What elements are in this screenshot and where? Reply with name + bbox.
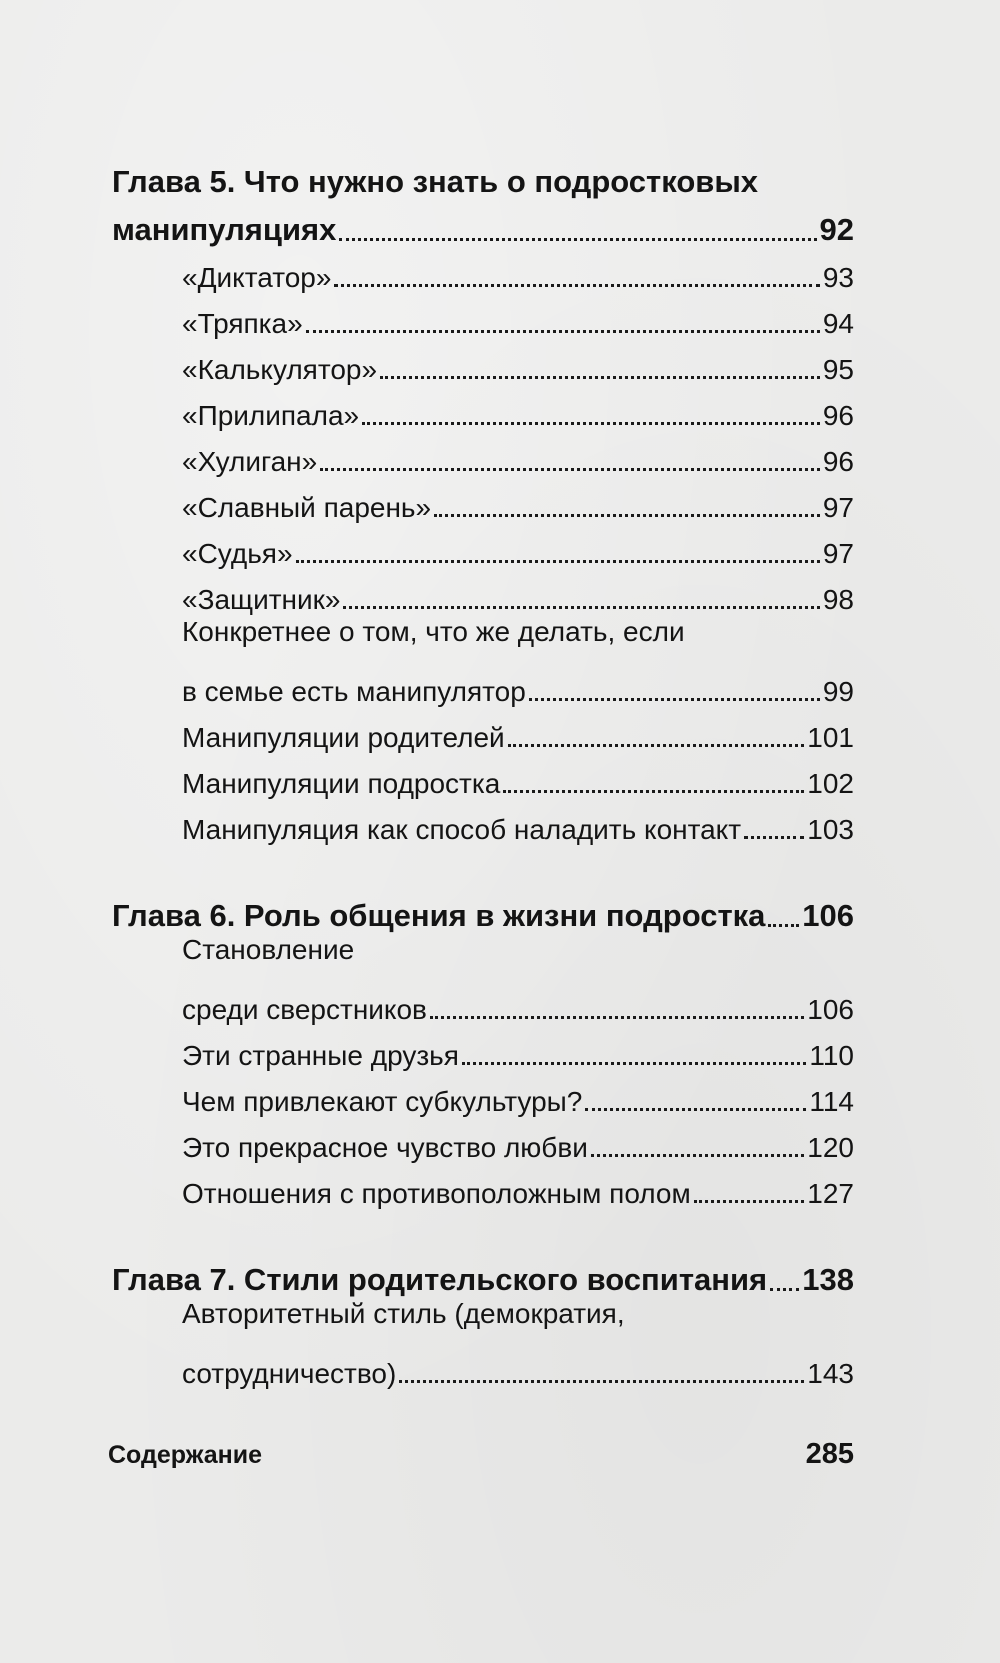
toc-entry-cont: в семье есть манипулятор 99 [182,676,854,707]
toc-entry: Манипуляции подростка 102 [182,768,854,799]
page-footer [108,1438,854,1471]
toc-entry: Эти странные друзья 110 [182,1040,854,1071]
chapter-5-entries [112,248,854,846]
toc-entry: «Судья» 97 [182,538,854,569]
toc-entry: «Тряпка» 94 [182,308,854,339]
chapter-7-entries [112,1298,854,1390]
toc-entry: «Прилипала» 96 [182,400,854,431]
toc-entry: «Защитник» 98 [182,584,854,615]
toc-entry: Становление [182,934,355,965]
toc-entry: Авторитетный стиль (демократия, [182,1298,625,1329]
leader-dots [768,924,799,927]
toc-entry: «Хулиган» 96 [182,446,854,477]
toc-entry: Манипуляции родителей 101 [182,722,854,753]
chapter-6-heading [112,886,854,934]
chapter-title-cont: манипуляциях [112,212,337,247]
table-of-contents [112,150,854,1390]
running-footer-title: Содержание [108,1441,263,1469]
toc-entry: Это прекрасное чувство любви 120 [182,1132,854,1163]
toc-entry-cont: среди сверстников 106 [182,994,854,1025]
chapter-6-entries [112,934,854,1210]
leader-dots [770,1288,799,1291]
toc-entry: «Диктатор» 93 [182,262,854,293]
toc-entry: Отношения с противоположным полом 127 [182,1178,854,1209]
chapter-title: Глава 5. Что нужно знать о подростковых [112,164,759,199]
chapter-title: Глава 6. Роль общения в жизни подростка [112,898,766,933]
toc-entry: «Славный парень» 97 [182,492,854,523]
chapter-title: Глава 7. Стили родительского воспитания [112,1262,768,1297]
toc-entry: Чем привлекают субкультуры? 114 [182,1086,854,1117]
toc-entry-cont: сотрудничество) 143 [182,1358,854,1389]
toc-entry: «Калькулятор» 95 [182,354,854,385]
toc-entry: Конкретнее о том, что же делать, если [182,616,685,647]
leader-dots [339,238,816,241]
chapter-7-heading [112,1250,854,1298]
chapter-5-heading [112,150,854,248]
page-number-footer: 285 [805,1438,854,1470]
page-number: 106 [802,898,854,933]
page-number: 138 [802,1262,854,1297]
toc-entry: Манипуляция как способ наладить контакт 103 [182,814,854,845]
page-number: 92 [819,212,854,247]
